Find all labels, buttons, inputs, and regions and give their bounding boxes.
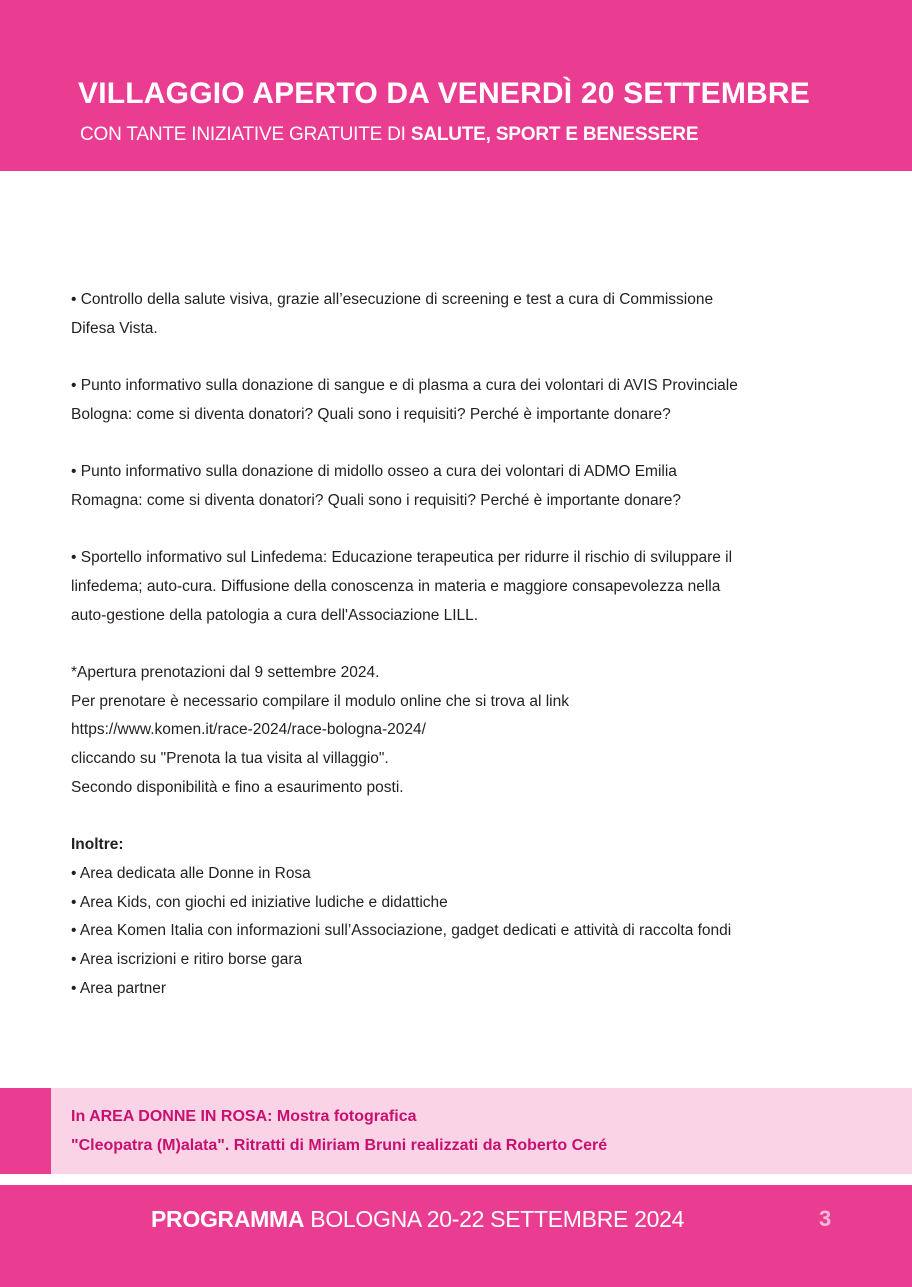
page-footer — [0, 1185, 912, 1287]
service-line: • Punto informativo sulla donazione di midollo osseo a cura dei volontari di ADMO Emilia — [71, 463, 677, 481]
main-content — [71, 286, 861, 1032]
footer-program-bold: PROGRAMMA — [151, 1206, 305, 1232]
service-item-avis — [71, 372, 861, 429]
service-item-lill — [71, 544, 861, 630]
highlight-box — [0, 1088, 912, 1174]
highlight-line-2: "Cleopatra (M)alata". Ritratti di Miriam Bruni realizzati da Roberto Ceré — [71, 1137, 608, 1154]
inoltre-item: • Area dedicata alle Donne in Rosa — [71, 864, 311, 882]
service-line: • Sportello informativo sul Linfedema: Educazione terapeutica per ridurre il rischio di sviluppare il — [71, 549, 733, 567]
service-line: • Controllo della salute visiva, grazie all’esecuzione di screening e test a cura di Commissione — [71, 291, 714, 308]
header-title: VILLAGGIO APERTO DA VENERDÌ 20 SETTEMBRE — [78, 77, 810, 110]
booking-line: Per prenotare è necessario compilare il modulo online che si trova al link — [71, 692, 569, 710]
inoltre-section — [71, 831, 861, 1003]
booking-line: cliccando su "Prenota la tua visita al villaggio". — [71, 750, 389, 768]
booking-line: *Apertura prenotazioni dal 9 settembre 2024. — [71, 664, 380, 682]
service-line: • Punto informativo sulla donazione di sangue e di plasma a cura dei volontari di AVIS Provinciale — [71, 377, 738, 395]
inoltre-item: • Area iscrizioni e ritiro borse gara — [71, 951, 303, 969]
service-item-admo — [71, 458, 861, 515]
service-line: Difesa Vista. — [71, 319, 158, 337]
header-subtitle — [80, 124, 698, 146]
header-subtitle-bold: SALUTE, SPORT E BENESSERE — [410, 124, 699, 145]
service-item-vision — [71, 286, 861, 343]
page-number: 3 — [819, 1206, 832, 1231]
highlight-accent-bar — [0, 1088, 51, 1174]
footer-program-regular: BOLOGNA 20-22 SETTEMBRE 2024 — [304, 1206, 685, 1232]
service-line: auto-gestione della patologia a cura dell'Associazione LILL. — [71, 606, 479, 624]
service-line: Bologna: come si diventa donatori? Quali sono i requisiti? Perché è importante donare? — [71, 405, 671, 423]
highlight-line-1: In AREA DONNE IN ROSA: Mostra fotografica — [71, 1108, 417, 1125]
service-line: linfedema; auto-cura. Diffusione della conoscenza in materia e maggiore consapevolezza nella — [71, 577, 721, 595]
highlight-text — [71, 1102, 607, 1160]
service-line: Romagna: come si diventa donatori? Quali sono i requisiti? Perché è importante donare? — [71, 491, 682, 509]
footer-program — [151, 1206, 684, 1233]
booking-info — [71, 659, 861, 803]
booking-link[interactable]: https://www.komen.it/race-2024/race-bologna-2024/ — [71, 721, 426, 739]
page-header — [0, 0, 912, 171]
inoltre-heading: Inoltre: — [71, 836, 124, 854]
header-subtitle-regular: CON TANTE INIZIATIVE GRATUITE DI — [80, 124, 411, 145]
booking-line: Secondo disponibilità e fino a esaurimento posti. — [71, 778, 404, 796]
inoltre-item: • Area Komen Italia con informazioni sull’Associazione, gadget dedicati e attività di raccolta fondi — [71, 922, 732, 940]
inoltre-item: • Area partner — [71, 979, 167, 997]
inoltre-item: • Area Kids, con giochi ed iniziative ludiche e didattiche — [71, 893, 448, 911]
